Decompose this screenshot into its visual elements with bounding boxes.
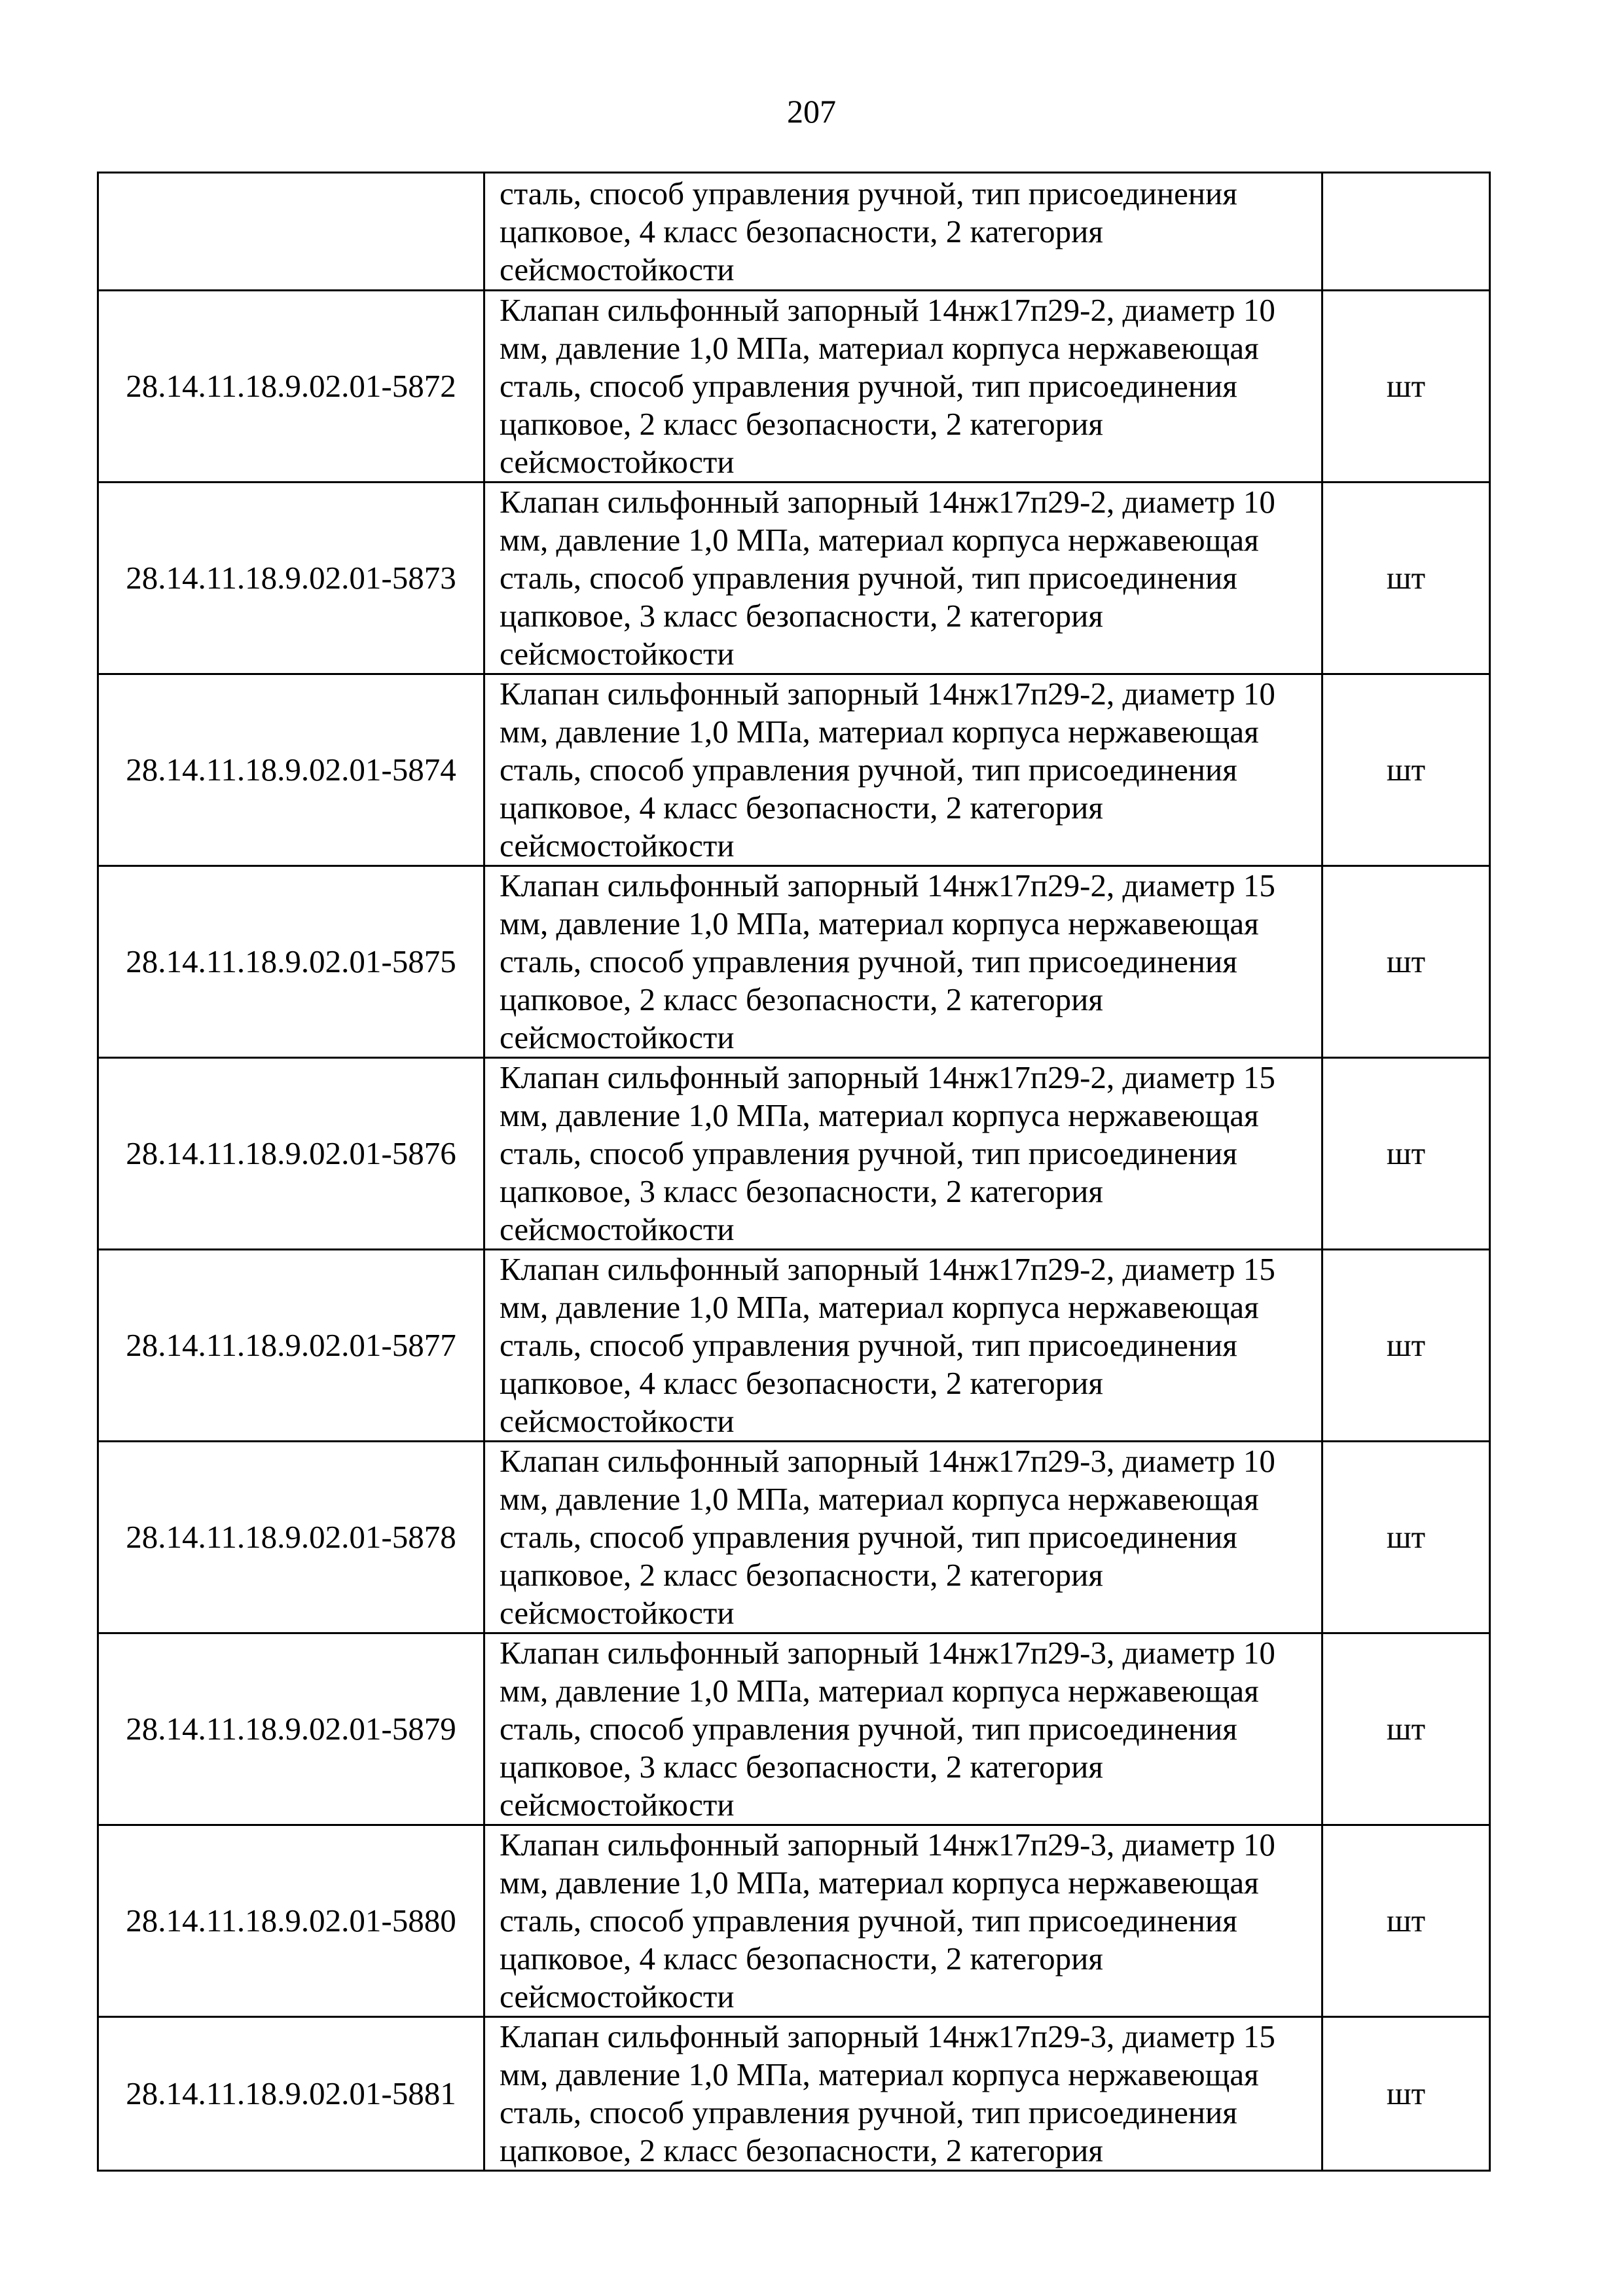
code-cell: 28.14.11.18.9.02.01-5877 (98, 1250, 484, 1442)
description-line: мм, давление 1,0 МПа, материал корпуса нержавеющая (500, 1097, 1259, 1133)
code-cell (98, 173, 484, 291)
description-line: цапковое, 2 класс безопасности, 2 категория (500, 1557, 1103, 1593)
description-line: цапковое, 4 класс безопасности, 2 категория (500, 213, 1103, 249)
table-row (98, 1825, 1490, 2017)
description-line: сейсмостойкости (500, 636, 735, 672)
table-row (98, 2017, 1490, 2171)
description-line: Клапан сильфонный запорный 14нж17п29-2, диаметр 15 (500, 1059, 1275, 1095)
code-cell: 28.14.11.18.9.02.01-5880 (98, 1825, 484, 2017)
unit-cell: шт (1322, 1058, 1490, 1250)
description-line: цапковое, 3 класс безопасности, 2 категория (500, 598, 1103, 634)
code-cell: 28.14.11.18.9.02.01-5872 (98, 291, 484, 483)
unit-cell: шт (1322, 291, 1490, 483)
unit-cell: шт (1322, 483, 1490, 674)
description-line: Клапан сильфонный запорный 14нж17п29-3, диаметр 10 (500, 1635, 1275, 1671)
table-row (98, 866, 1490, 1058)
description-line: сейсмостойкости (500, 1403, 735, 1439)
description-cell (484, 1633, 1322, 1825)
description-cell (484, 1058, 1322, 1250)
table-row (98, 291, 1490, 483)
description-line: мм, давление 1,0 МПа, материал корпуса нержавеющая (500, 1865, 1259, 1901)
description-line: мм, давление 1,0 МПа, материал корпуса нержавеющая (500, 2056, 1259, 2092)
description-line: сталь, способ управления ручной, тип присоединения (500, 1519, 1237, 1555)
description-line: сталь, способ управления ручной, тип присоединения (500, 2094, 1237, 2130)
unit-cell: шт (1322, 1250, 1490, 1442)
description-line: Клапан сильфонный запорный 14нж17п29-2, диаметр 10 (500, 484, 1275, 520)
description-line: мм, давление 1,0 МПа, материал корпуса нержавеющая (500, 1673, 1259, 1709)
description-line: сталь, способ управления ручной, тип присоединения (500, 1903, 1237, 1939)
resource-table-body (98, 173, 1490, 2171)
description-line: Клапан сильфонный запорный 14нж17п29-2, диаметр 15 (500, 1251, 1275, 1287)
description-cell (484, 866, 1322, 1058)
unit-cell (1322, 173, 1490, 291)
description-line: мм, давление 1,0 МПа, материал корпуса нержавеющая (500, 714, 1259, 750)
description-line: цапковое, 4 класс безопасности, 2 категория (500, 790, 1103, 826)
description-line: сталь, способ управления ручной, тип присоединения (500, 368, 1237, 404)
description-line: сейсмостойкости (500, 1211, 735, 1247)
description-line: мм, давление 1,0 МПа, материал корпуса нержавеющая (500, 905, 1259, 941)
description-line: Клапан сильфонный запорный 14нж17п29-2, диаметр 10 (500, 676, 1275, 712)
code-cell: 28.14.11.18.9.02.01-5876 (98, 1058, 484, 1250)
description-line: цапковое, 4 класс безопасности, 2 категория (500, 1941, 1103, 1977)
description-cell (484, 173, 1322, 291)
description-cell (484, 2017, 1322, 2171)
code-cell: 28.14.11.18.9.02.01-5874 (98, 674, 484, 866)
unit-cell: шт (1322, 674, 1490, 866)
description-line: сталь, способ управления ручной, тип присоединения (500, 943, 1237, 979)
resource-table (97, 172, 1491, 2172)
description-line: Клапан сильфонный запорный 14нж17п29-3, диаметр 10 (500, 1827, 1275, 1863)
table-row (98, 674, 1490, 866)
table-row (98, 1250, 1490, 1442)
description-line: мм, давление 1,0 МПа, материал корпуса нержавеющая (500, 330, 1259, 366)
code-cell: 28.14.11.18.9.02.01-5873 (98, 483, 484, 674)
description-line: сейсмостойкости (500, 444, 735, 480)
unit-cell: шт (1322, 1442, 1490, 1633)
description-line: цапковое, 3 класс безопасности, 2 категория (500, 1173, 1103, 1209)
description-line: сталь, способ управления ручной, тип присоединения (500, 175, 1237, 211)
description-line: Клапан сильфонный запорный 14нж17п29-3, диаметр 10 (500, 1443, 1275, 1479)
table-row-continuation (98, 173, 1490, 291)
unit-cell: шт (1322, 866, 1490, 1058)
code-cell: 28.14.11.18.9.02.01-5875 (98, 866, 484, 1058)
table-row (98, 1442, 1490, 1633)
description-line: сталь, способ управления ручной, тип присоединения (500, 1711, 1237, 1747)
description-line: цапковое, 3 класс безопасности, 2 категория (500, 1749, 1103, 1785)
description-cell (484, 1825, 1322, 2017)
description-line: Клапан сильфонный запорный 14нж17п29-2, диаметр 10 (500, 292, 1275, 328)
code-cell: 28.14.11.18.9.02.01-5878 (98, 1442, 484, 1633)
description-line: сейсмостойкости (500, 1787, 735, 1823)
description-cell (484, 674, 1322, 866)
description-line: мм, давление 1,0 МПа, материал корпуса нержавеющая (500, 522, 1259, 558)
description-line: цапковое, 2 класс безопасности, 2 категория (500, 981, 1103, 1017)
unit-cell: шт (1322, 1825, 1490, 2017)
description-cell (484, 483, 1322, 674)
description-line: сейсмостойкости (500, 828, 735, 864)
description-line: Клапан сильфонный запорный 14нж17п29-3, диаметр 15 (500, 2018, 1275, 2054)
unit-cell: шт (1322, 2017, 1490, 2171)
description-line: сейсмостойкости (500, 251, 735, 287)
description-line: мм, давление 1,0 МПа, материал корпуса нержавеющая (500, 1481, 1259, 1517)
description-line: сталь, способ управления ручной, тип присоединения (500, 560, 1237, 596)
description-line: мм, давление 1,0 МПа, материал корпуса нержавеющая (500, 1289, 1259, 1325)
page-number: 207 (787, 93, 836, 130)
description-line: сталь, способ управления ручной, тип присоединения (500, 1135, 1237, 1171)
code-cell: 28.14.11.18.9.02.01-5879 (98, 1633, 484, 1825)
code-cell: 28.14.11.18.9.02.01-5881 (98, 2017, 484, 2171)
description-line: цапковое, 2 класс безопасности, 2 категория (500, 406, 1103, 442)
description-line: сейсмостойкости (500, 1595, 735, 1631)
description-cell (484, 1442, 1322, 1633)
table-row (98, 483, 1490, 674)
description-line: цапковое, 2 класс безопасности, 2 категория (500, 2132, 1103, 2168)
description-line: сейсмостойкости (500, 1978, 735, 2014)
table-row (98, 1058, 1490, 1250)
description-line: цапковое, 4 класс безопасности, 2 категория (500, 1365, 1103, 1401)
description-line: Клапан сильфонный запорный 14нж17п29-2, диаметр 15 (500, 867, 1275, 903)
description-cell (484, 1250, 1322, 1442)
description-line: сталь, способ управления ручной, тип присоединения (500, 1327, 1237, 1363)
table-row (98, 1633, 1490, 1825)
description-line: сейсмостойкости (500, 1019, 735, 1055)
unit-cell: шт (1322, 1633, 1490, 1825)
description-line: сталь, способ управления ручной, тип присоединения (500, 752, 1237, 788)
description-cell (484, 291, 1322, 483)
